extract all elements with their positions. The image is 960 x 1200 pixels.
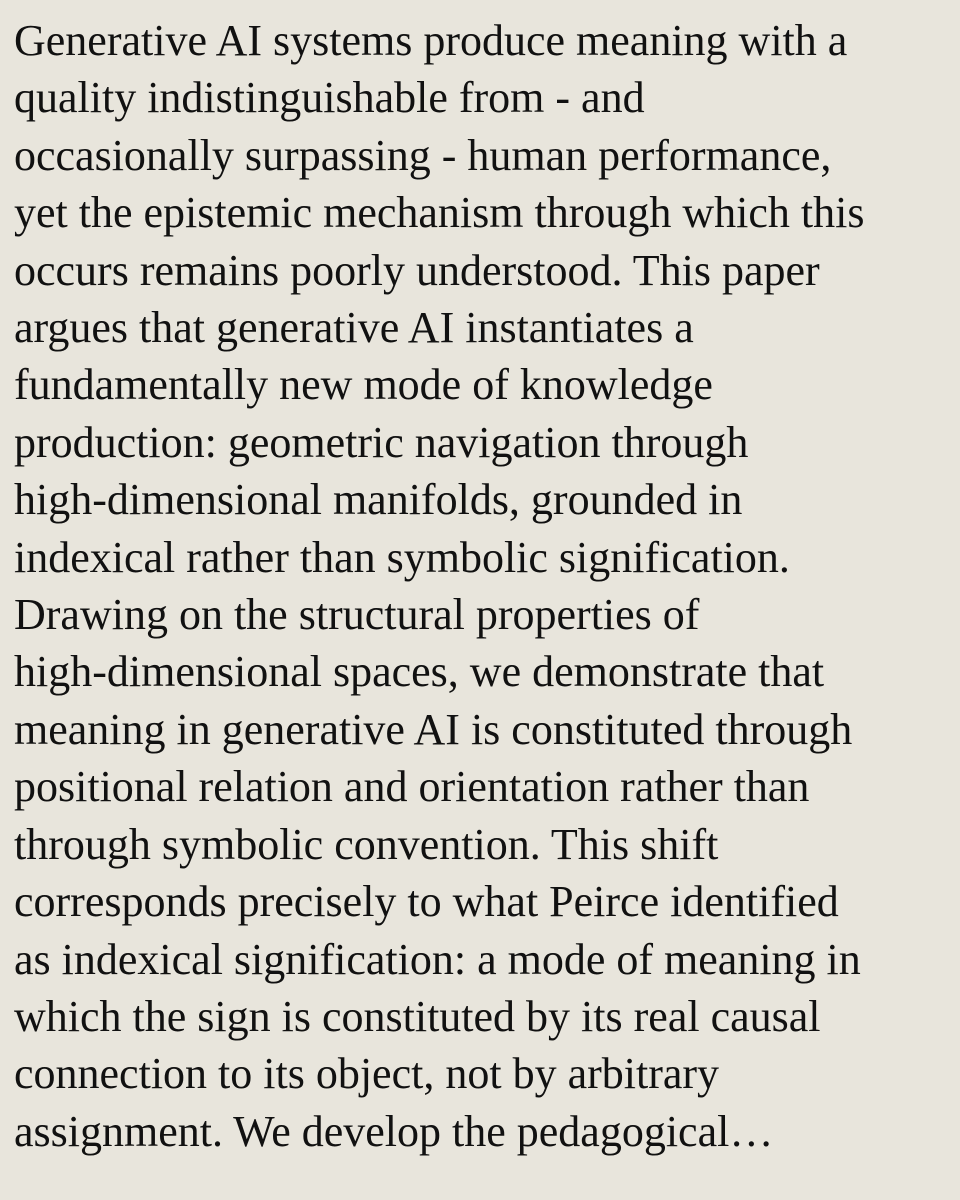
text-line: production: geometric navigation through [14, 417, 749, 467]
text-line: as indexical signification: a mode of meaning in [14, 934, 861, 984]
text-line: high-dimensional spaces, we demonstrate that [14, 647, 825, 697]
text-line: occasionally surpassing - human performance, [14, 130, 832, 180]
text-line: indexical rather than symbolic signification. [14, 532, 790, 582]
text-line: argues that generative AI instantiates a [14, 303, 694, 353]
text-line: meaning in generative AI is constituted through [14, 704, 853, 754]
text-line: quality indistinguishable from - and [14, 73, 645, 123]
text-line: assignment. We develop the pedagogical… [14, 1106, 774, 1156]
text-line: high-dimensional manifolds, grounded in [14, 475, 743, 525]
text-line: positional relation and orientation rather than [14, 762, 810, 812]
text-line: which the sign is constituted by its real causal [14, 991, 821, 1041]
text-line: corresponds precisely to what Peirce identified [14, 877, 839, 927]
text-line: fundamentally new mode of knowledge [14, 360, 713, 410]
text-line: Drawing on the structural properties of [14, 590, 700, 640]
text-line: occurs remains poorly understood. This paper [14, 245, 820, 295]
abstract-paragraph [14, 12, 950, 1160]
text-line: Generative AI systems produce meaning with a [14, 16, 848, 65]
text-line: connection to its object, not by arbitrary [14, 1049, 720, 1099]
text-line: yet the epistemic mechanism through which this [14, 188, 865, 238]
text-line: through symbolic convention. This shift [14, 819, 719, 869]
